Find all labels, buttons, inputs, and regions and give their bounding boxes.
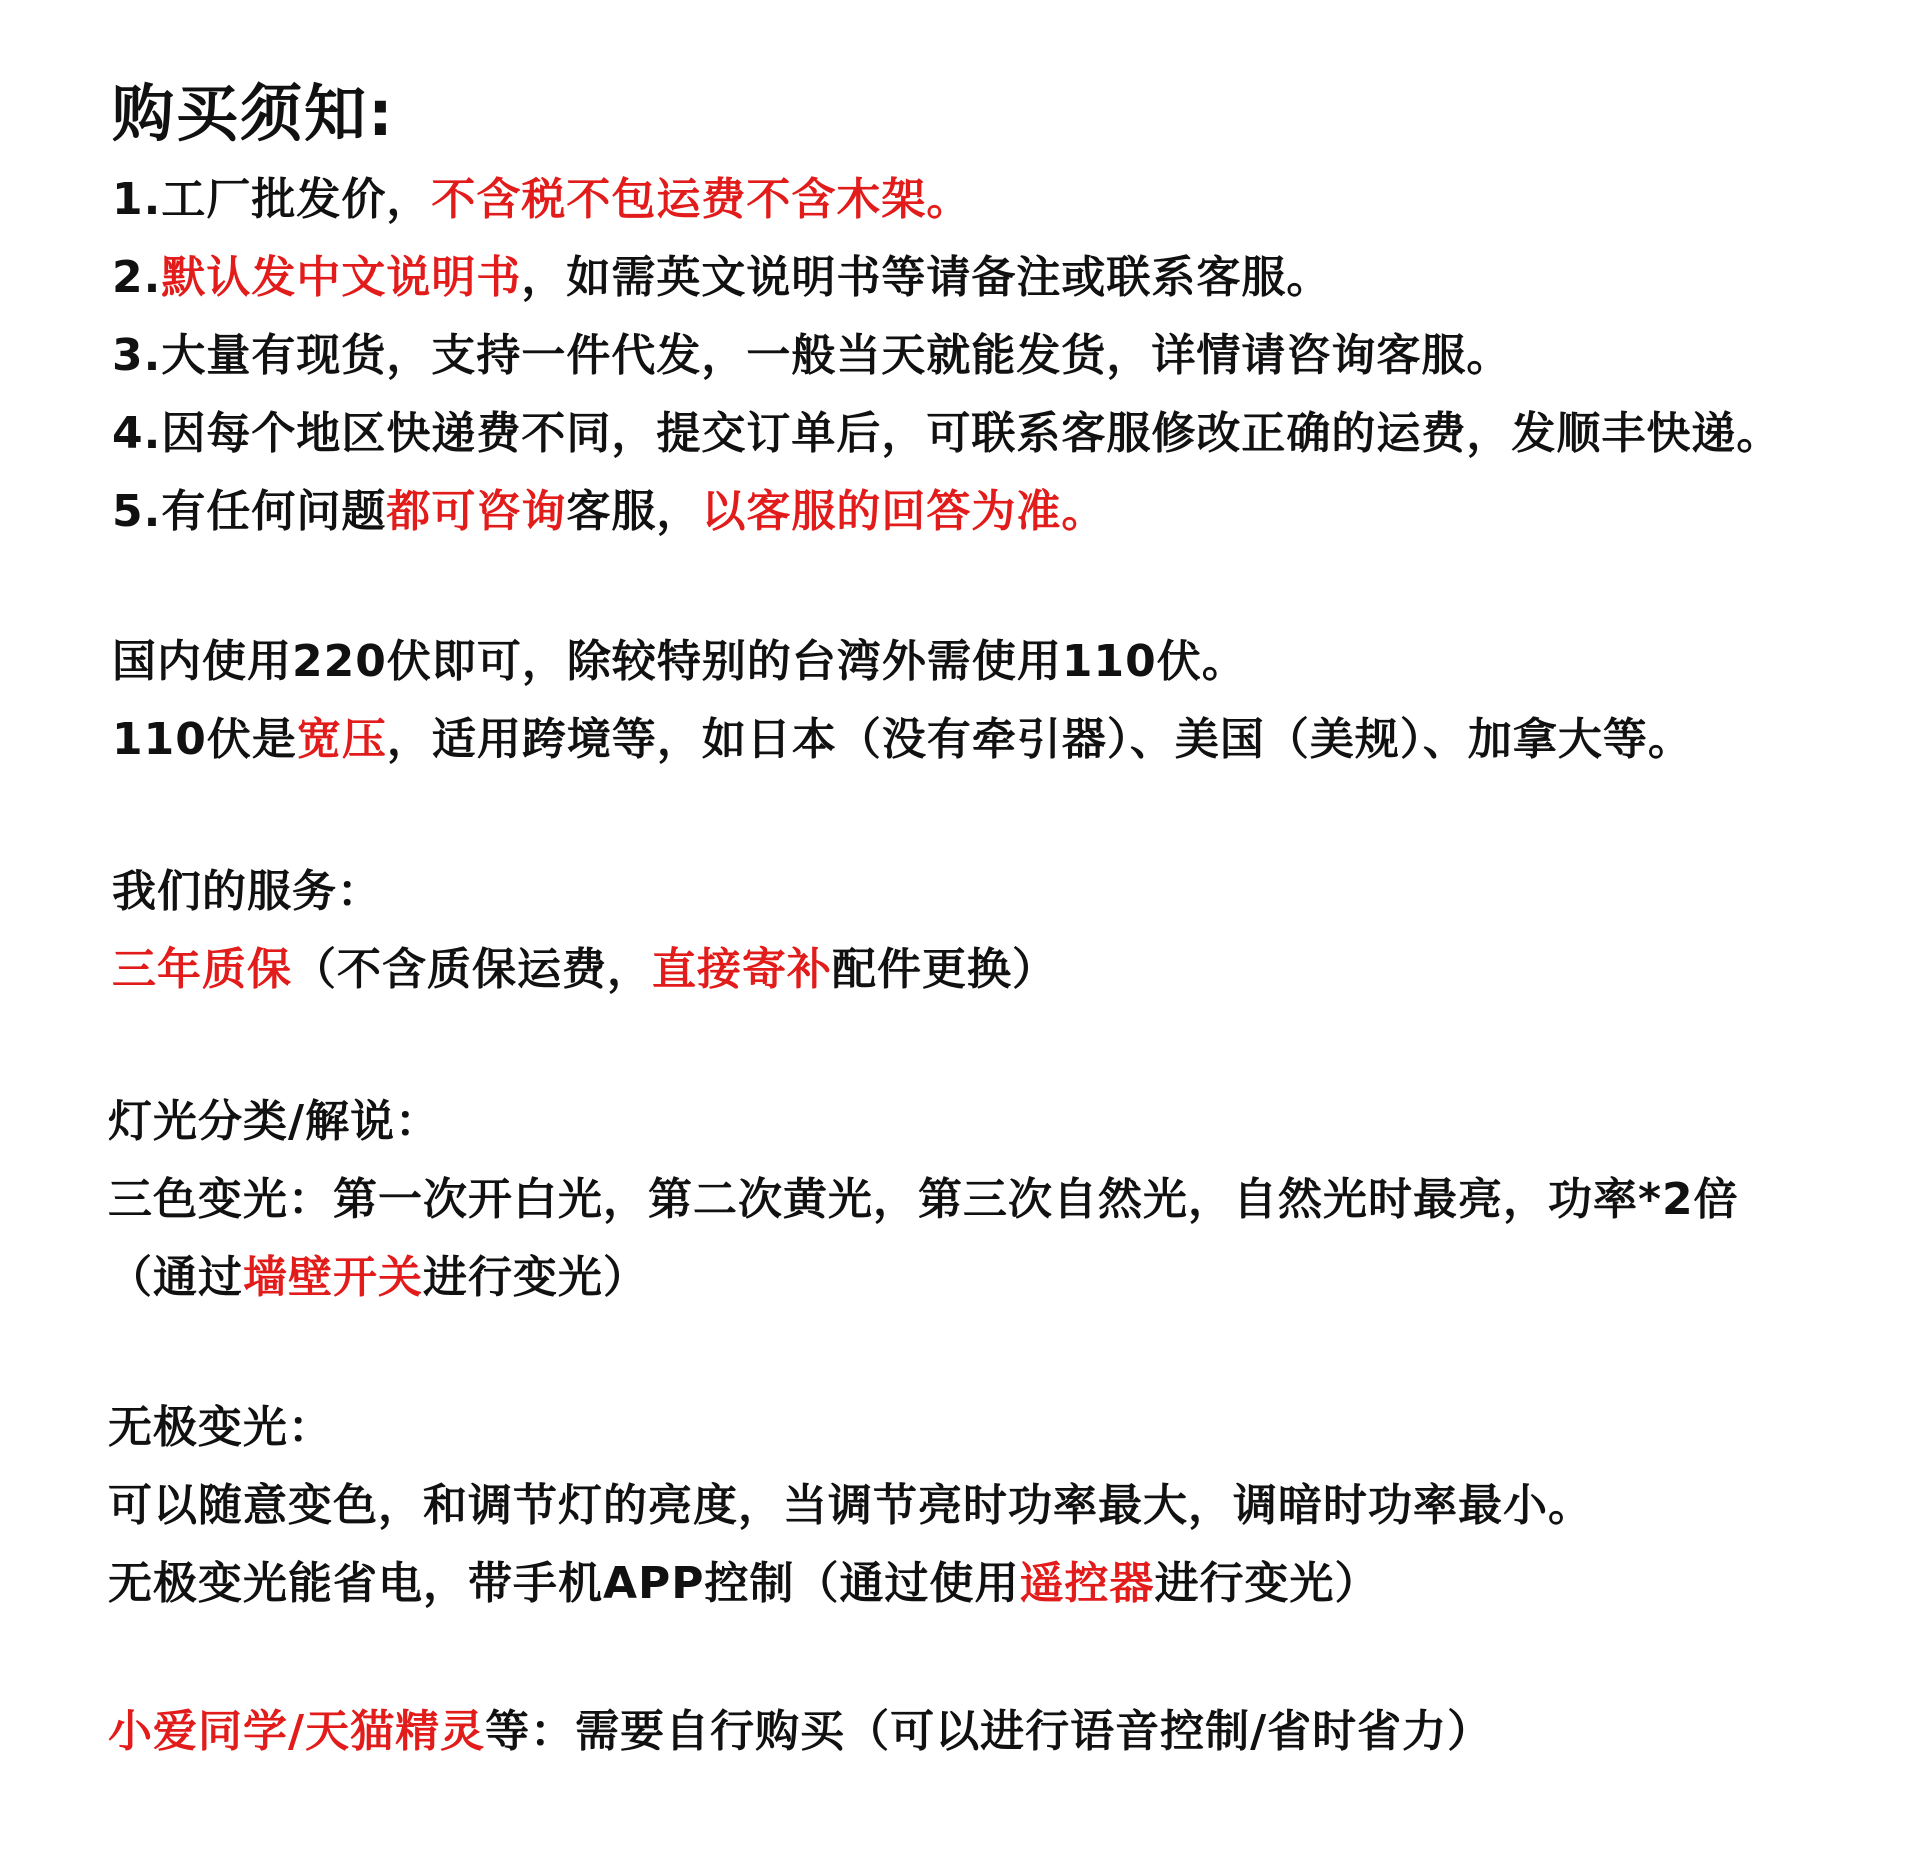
lighting-line-2	[108, 1248, 648, 1308]
highlight-text: 以客服的回答为准。	[701, 486, 1107, 537]
stepless-heading: 无极变光：	[108, 1402, 333, 1453]
highlight-text: 小爱同学/天猫精灵	[108, 1706, 486, 1757]
body-text: ，如需英文说明书等请备注或联系客服。	[521, 252, 1332, 303]
body-text: 5.有任何问题	[112, 486, 387, 537]
body-text: 进行变光）	[1154, 1558, 1380, 1609]
highlight-text: 直接寄补	[652, 944, 832, 995]
voice-assistant-line	[108, 1702, 1492, 1762]
body-text: （通过	[108, 1252, 243, 1303]
body-text: 等：需要自行购买（可以进行语音控制/省时省力）	[485, 1706, 1493, 1757]
highlight-text: 都可咨询	[386, 486, 567, 537]
notice-item-4	[112, 404, 1781, 464]
body-text: 4.因每个地区快递费不同，提交订单后，可联系客服修改正确的运费，发顺丰快递。	[112, 408, 1782, 459]
highlight-text: 默认发中文说明书	[161, 252, 522, 303]
voltage-line-2	[112, 710, 1693, 770]
highlight-text: 遥控器	[1019, 1558, 1155, 1609]
body-text: 无极变光能省电，带手机APP控制（通过使用	[108, 1558, 1020, 1609]
body-text: 可以随意变色，和调节灯的亮度，当调节亮时功率最大，调暗时功率最小。	[108, 1480, 1593, 1531]
notice-item-5	[112, 482, 1106, 542]
stepless-line-2	[108, 1554, 1380, 1614]
highlight-text: 墙壁开关	[243, 1252, 423, 1303]
body-text: 1.工厂批发价，	[112, 174, 432, 225]
highlight-text: 不含税不包运费不含木架。	[431, 174, 972, 225]
lighting-heading: 灯光分类/解说：	[108, 1096, 441, 1147]
body-text: 国内使用220伏即可，除较特别的台湾外需使用110伏。	[112, 636, 1247, 687]
body-text: 客服，	[566, 486, 702, 537]
highlight-text: 三年质保	[112, 944, 292, 995]
body-text: 配件更换）	[832, 944, 1057, 995]
body-text: （不含质保运费，	[292, 944, 652, 995]
notice-item-3	[112, 326, 1511, 386]
notice-item-1	[112, 170, 971, 230]
voltage-line-1	[112, 632, 1247, 692]
stepless-line-1	[108, 1476, 1593, 1536]
service-heading: 我们的服务：	[112, 866, 382, 917]
body-text: 进行变光）	[423, 1252, 648, 1303]
purchase-notice-title: 购买须知:	[112, 77, 395, 150]
service-line-1	[112, 940, 1057, 1000]
lighting-line-1	[108, 1170, 1739, 1230]
body-text: ，适用跨境等，如日本（没有牵引器）、美国（美规）、加拿大等。	[386, 714, 1693, 765]
body-text: 110伏是	[112, 714, 297, 765]
body-text: 2.	[112, 252, 162, 303]
highlight-text: 宽压	[296, 714, 387, 765]
body-text: 三色变光：第一次开白光，第二次黄光，第三次自然光，自然光时最亮，功率*2倍	[108, 1174, 1739, 1225]
body-text: 3.大量有现货，支持一件代发，一般当天就能发货，详情请咨询客服。	[112, 330, 1512, 381]
notice-item-2	[112, 248, 1331, 308]
